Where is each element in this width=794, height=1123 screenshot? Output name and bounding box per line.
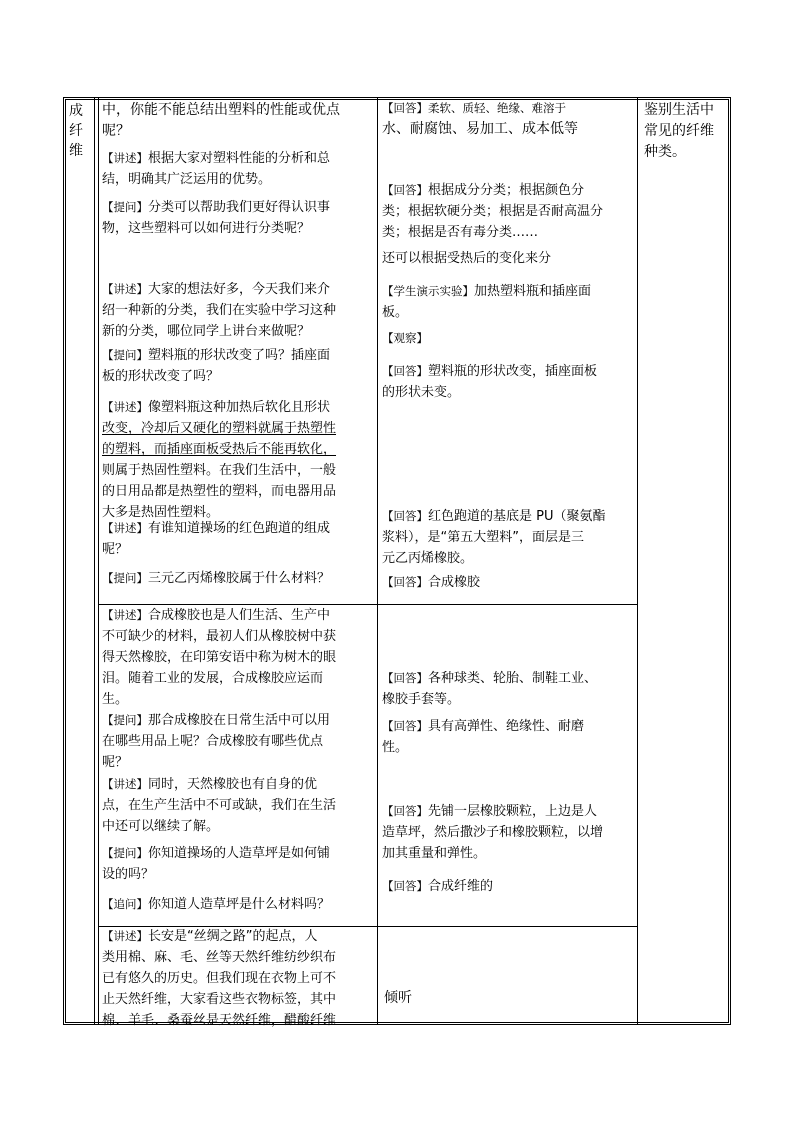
student-item: 【回答】具有高弹性、绝缘性、耐磨 性。 <box>382 719 585 755</box>
student-item: 【回答】红色跑道的基底是 PU（聚氨酯 浆料），是“第五大塑料”，面层是三 元乙丙烯橡胶。 <box>382 509 606 566</box>
teacher-item: 【提问】塑料瓶的形状改变了吗？插座面 板的形状改变了吗？ <box>102 348 331 384</box>
teacher-item: 【讲述】合成橡胶也是人们生活、生产中 不可缺少的材料，最初人们从橡胶树中获 得天然橡胶，在印第安语中称为树木的眼 泪。随着工业的发展，合成橡胶应运而 生。 <box>102 608 337 707</box>
student-item: 【回答】柔软、质轻、绝缘、难溶于 水、耐腐蚀、易加工、成本低等 <box>382 101 578 137</box>
teacher-item: 【追问】你知道人造草坪是什么材料吗？ <box>102 897 331 912</box>
column-divider-3 <box>637 97 638 1025</box>
student-item: 还可以根据受热后的变化来分 <box>382 251 552 266</box>
teacher-item: 【提问】三元乙丙烯橡胶属于什么材料？ <box>102 571 331 586</box>
column-divider-1 <box>94 97 95 1025</box>
student-item: 倾听 <box>384 990 412 1006</box>
column-divider-1b <box>98 97 99 1025</box>
student-item: 【回答】先铺一层橡胶颗粒，上边是人 造草坪，然后撒沙子和橡胶颗粒，以增 加其重量和弹性。 <box>382 804 604 861</box>
student-item: 【回答】合成纤维的 <box>382 879 494 894</box>
teacher-item: 【讲述】有谁知道操场的红色跑道的组成 呢？ <box>102 521 331 557</box>
column-divider-2 <box>377 97 378 1025</box>
student-item: 【学生演示实验】加热塑料瓶和插座面 板。 <box>382 284 592 320</box>
teacher-item: 【提问】你知道操场的人造草坪是如何铺 设的吗？ <box>102 846 331 882</box>
student-item: 【回答】根据成分分类；根据颜色分 类；根据软硬分类；根据是否耐高温分 类；根据是否有毒分类…… <box>382 183 604 240</box>
teacher-item: 【讲述】像塑料瓶这种加热后软化且形状 改变，冷却后又硬化的塑料就属于热塑性 的塑料，而插座面板受热后不能再软化， 则属于热固性塑料。在我们生活中，一般 的日用品都是热塑性的塑料，而电器用品 大多是热固性塑料。 <box>102 400 337 520</box>
student-item: 【回答】各种球类、轮胎、制鞋工业、 橡胶手套等。 <box>382 671 598 707</box>
student-item: 【回答】合成橡胶 <box>382 575 481 590</box>
teacher-item: 【讲述】同时，天然橡胶也有自身的优 点，在生产生活中不可或缺，我们在生活 中还可以继续了解。 <box>102 777 337 834</box>
teacher-item: 【提问】那合成橡胶在日常生活中可以用 在哪些用品上呢？合成橡胶有哪些优点 呢？ <box>102 713 331 770</box>
teacher-item: 中，你能不能总结出塑料的性能或优点 呢？ <box>102 102 340 139</box>
teacher-item: 【提问】分类可以帮助我们更好得认识事 物，这些塑料可以如何进行分类呢？ <box>102 200 331 236</box>
teacher-item: 【讲述】根据大家对塑料性能的分析和总 结，明确其广泛运用的优势。 <box>102 151 331 187</box>
section-label: 成 纤 维 <box>69 103 83 159</box>
teacher-item: 【讲述】长安是“丝绸之路”的起点，人 类用棉、麻、毛、丝等天然纤维纺纱织布 已有悠久的历史。但我们现在衣物上可不 止天然纤维，大家看这些衣物标签，其中 棉、羊毛、桑蚕丝是天然纤维，醋酸纤维 <box>102 929 337 1028</box>
teacher-item: 【讲述】大家的想法好多，今天我们来介 绍一种新的分类，我们在实验中学习这种 新的分类，哪位同学上讲台来做呢？ <box>102 282 337 339</box>
student-item: 【观察】 <box>382 331 428 345</box>
right-note: 鉴别生活中 常见的纤维 种类。 <box>644 102 714 160</box>
student-item: 【回答】塑料瓶的形状改变，插座面板 的形状未变。 <box>382 364 598 400</box>
